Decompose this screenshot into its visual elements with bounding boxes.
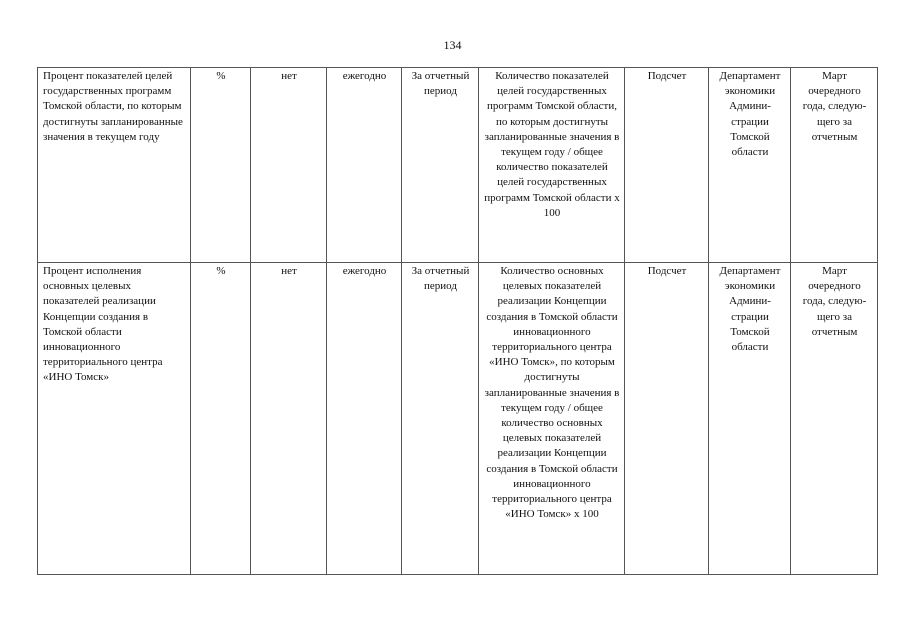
indicator-name-cell: Процент показателей целей государственных программ Томской области, по которым достигнуты запланированные значения в текущем году (38, 68, 191, 263)
frequency-cell: ежегодно (327, 68, 402, 263)
table-row (38, 263, 878, 575)
responsible-cell: Департамент экономики Админи-страции Томской области (709, 263, 791, 575)
formula-cell: Количество основных целевых показателей реализации Концепции создания в Томской области инновационного территориального центра «ИНО Томск», по которым достигнуты запланированные значения в текущем году / общее количество основных целевых показателей реализации Концепции создания в Томской области инновационного территориального центра «ИНО Томск» х 100 (479, 263, 625, 575)
unit-cell: % (191, 68, 251, 263)
cumulative-cell: нет (251, 68, 327, 263)
period-cell: За отчетный период (402, 68, 479, 263)
method-cell: Подсчет (625, 68, 709, 263)
cumulative-cell: нет (251, 263, 327, 575)
deadline-cell: Март очередного года, следую-щего за отчетным (791, 68, 878, 263)
deadline-cell: Март очередного года, следую-щего за отчетным (791, 263, 878, 575)
frequency-cell: ежегодно (327, 263, 402, 575)
unit-cell: % (191, 263, 251, 575)
responsible-cell: Департамент экономики Админи-страции Томской области (709, 68, 791, 263)
table-row (38, 68, 878, 263)
period-cell: За отчетный период (402, 263, 479, 575)
page-number: 134 (443, 38, 462, 52)
indicator-name-cell: Процент исполнения основных целевых показателей реализации Концепции создания в Томской области инновационного территориального центра «ИНО Томск» (38, 263, 191, 575)
method-cell: Подсчет (625, 263, 709, 575)
indicators-table (37, 67, 878, 575)
formula-cell: Количество показателей целей государственных программ Томской области, по которым достигнуты запланированные значения в текущем году / общее количество показателей целей государственных программ Томской области х 100 (479, 68, 625, 263)
